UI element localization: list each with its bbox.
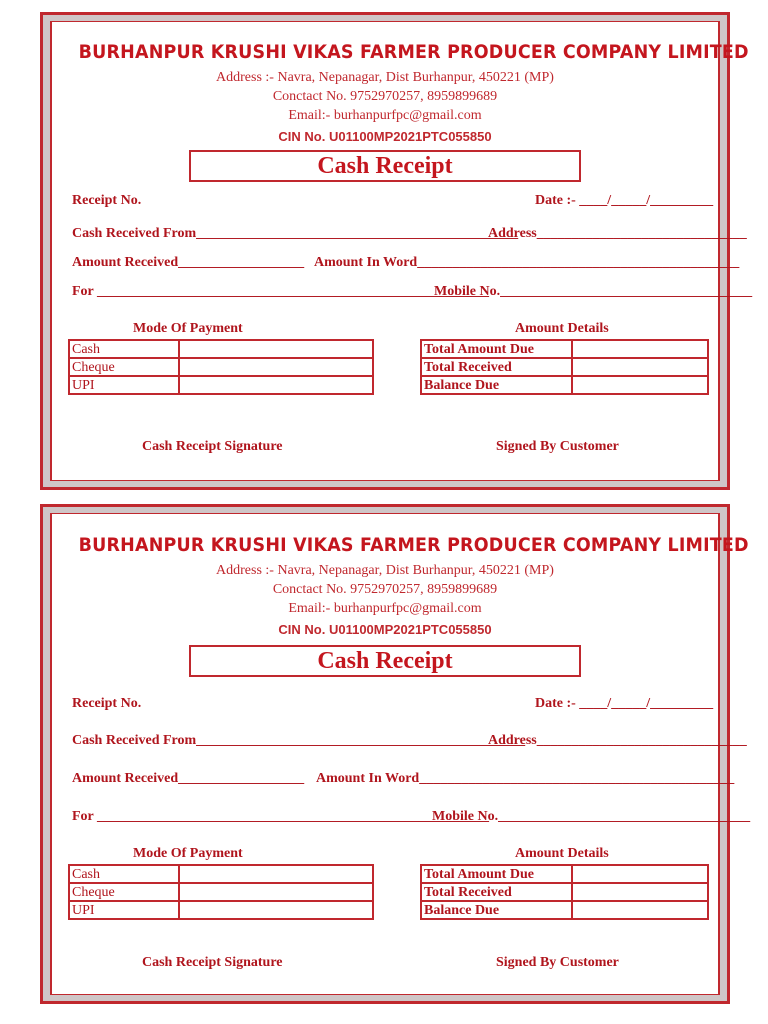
total-received-input[interactable] — [572, 358, 708, 376]
payment-mode-cash-input[interactable] — [179, 340, 373, 358]
amount-received-field[interactable]: Amount Received__________________ — [72, 771, 305, 786]
mode-of-payment-table — [68, 864, 374, 920]
cash-received-from-field[interactable]: Cash Received From______________________________________________ — [72, 226, 519, 241]
mode-of-payment-title: Mode Of Payment — [133, 846, 243, 861]
company-cin: CIN No. U01100MP2021PTC055850 — [278, 622, 492, 637]
company-name: BURHANPUR KRUSHI VIKAS FARMER PRODUCER COMPANY LIMITED — [78, 41, 749, 63]
balance-due-input[interactable] — [572, 376, 708, 394]
payment-mode-cash: Cash — [69, 340, 179, 358]
mobile-no-field[interactable]: Mobile No.____________________________________ — [434, 284, 753, 299]
payment-mode-upi-input[interactable] — [179, 901, 373, 919]
company-address: Address :- Navra, Nepanagar, Dist Burhanpur, 450221 (MP) — [216, 563, 554, 578]
total-received-input[interactable] — [572, 883, 708, 901]
table-row — [421, 376, 708, 394]
receipt-2 — [40, 504, 751, 1004]
company-name: BURHANPUR KRUSHI VIKAS FARMER PRODUCER COMPANY LIMITED — [78, 534, 749, 556]
company-email: Email:- burhanpurfpc@gmail.com — [288, 108, 482, 123]
payment-mode-cash: Cash — [69, 865, 179, 883]
table-row — [69, 883, 373, 901]
cash-received-from-field[interactable]: Cash Received From_______________________________________________ — [72, 733, 526, 748]
total-amount-due-label: Total Amount Due — [421, 865, 572, 883]
customer-signature: Signed By Customer — [496, 955, 619, 970]
total-amount-due-label: Total Amount Due — [421, 340, 572, 358]
address-field[interactable]: Address______________________________ — [488, 733, 747, 748]
company-email: Email:- burhanpurfpc@gmail.com — [288, 601, 482, 616]
payment-mode-upi: UPI — [69, 901, 179, 919]
balance-due-label: Balance Due — [421, 376, 572, 394]
address-field[interactable]: Address______________________________ — [488, 226, 747, 241]
table-row — [69, 376, 373, 394]
receipt-title: Cash Receipt — [189, 150, 581, 182]
table-row — [421, 865, 708, 883]
receipt-body — [50, 513, 751, 995]
amount-details-table — [420, 864, 709, 920]
table-row — [421, 901, 708, 919]
table-row — [421, 340, 708, 358]
amount-received-field[interactable]: Amount Received__________________ — [72, 255, 305, 270]
customer-signature: Signed By Customer — [496, 439, 619, 454]
amount-details-title: Amount Details — [515, 846, 609, 861]
mode-of-payment-table — [68, 339, 374, 395]
mobile-no-field[interactable]: Mobile No.____________________________________ — [432, 809, 751, 824]
receipt-no-field[interactable]: Receipt No. — [72, 696, 142, 711]
receipt-1 — [40, 12, 753, 490]
total-amount-due-input[interactable] — [572, 865, 708, 883]
table-row — [421, 358, 708, 376]
date-field[interactable]: Date :- ____/_____/_________ — [535, 193, 714, 208]
payment-mode-upi-input[interactable] — [179, 376, 373, 394]
company-address: Address :- Navra, Nepanagar, Dist Burhanpur, 450221 (MP) — [216, 70, 554, 85]
receipt-no-field[interactable]: Receipt No. — [72, 193, 142, 208]
table-row — [69, 340, 373, 358]
receipt-body — [50, 21, 753, 481]
table-row — [421, 883, 708, 901]
company-contact: Conctact No. 9752970257, 8959899689 — [272, 582, 498, 597]
company-cin: CIN No. U01100MP2021PTC055850 — [278, 129, 492, 144]
company-contact: Conctact No. 9752970257, 8959899689 — [272, 89, 498, 104]
total-amount-due-input[interactable] — [572, 340, 708, 358]
receipt-title: Cash Receipt — [189, 645, 581, 677]
payment-mode-cheque-input[interactable] — [179, 883, 373, 901]
for-field[interactable]: For ________________________________________________________ — [72, 809, 490, 824]
balance-due-label: Balance Due — [421, 901, 572, 919]
amount-in-word-field[interactable]: Amount In Word______________________________________________ — [314, 255, 740, 270]
cash-receipt-signature: Cash Receipt Signature — [142, 955, 283, 970]
date-field[interactable]: Date :- ____/_____/_________ — [535, 696, 714, 711]
payment-mode-cheque-input[interactable] — [179, 358, 373, 376]
payment-mode-cheque: Cheque — [69, 358, 179, 376]
amount-details-table — [420, 339, 709, 395]
amount-details-title: Amount Details — [515, 321, 609, 336]
payment-mode-upi: UPI — [69, 376, 179, 394]
amount-in-word-field[interactable]: Amount In Word_____________________________________________ — [316, 771, 735, 786]
table-row — [69, 901, 373, 919]
cash-receipt-signature: Cash Receipt Signature — [142, 439, 283, 454]
balance-due-input[interactable] — [572, 901, 708, 919]
payment-mode-cheque: Cheque — [69, 883, 179, 901]
payment-mode-cash-input[interactable] — [179, 865, 373, 883]
total-received-label: Total Received — [421, 883, 572, 901]
for-field[interactable]: For ________________________________________________________ — [72, 284, 490, 299]
table-row — [69, 865, 373, 883]
mode-of-payment-title: Mode Of Payment — [133, 321, 243, 336]
table-row — [69, 358, 373, 376]
total-received-label: Total Received — [421, 358, 572, 376]
